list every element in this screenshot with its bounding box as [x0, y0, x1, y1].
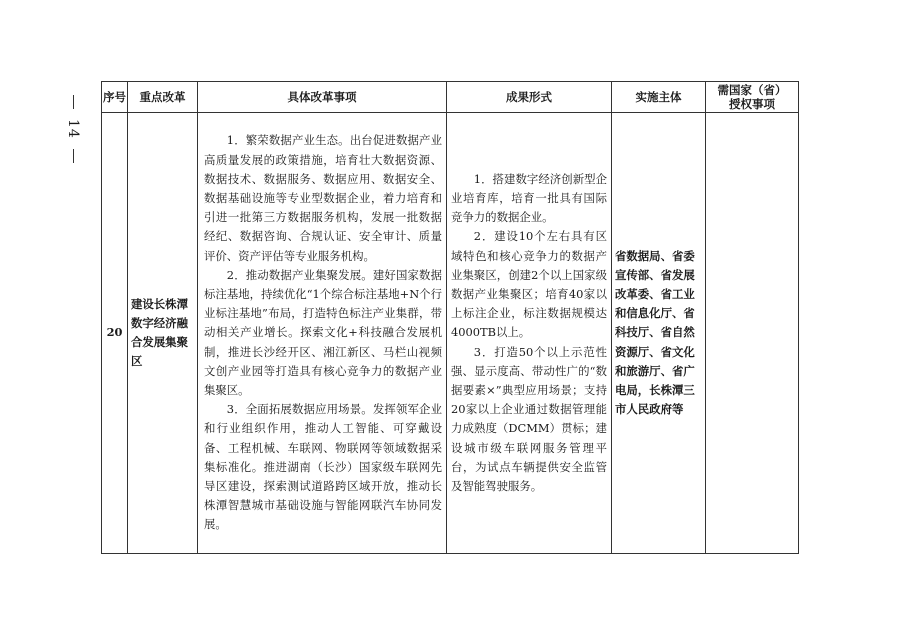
detail-paragraph-3: 3．全面拓展数据应用场景。发挥领军企业和行业组织作用，推动人工智能、可穿戴设备、工程机械、车联网、物联网等领域数据采集标准化。推进湖南（长沙）国家级车联网先导区建设，探索测试道路跨区域开放，推动长株潭智慧城市基础设施与智能网联汽车协同发展。 — [204, 402, 442, 532]
detail-paragraph-1: 1．繁荣数据产业生态。出台促进数据产业高质量发展的政策措施，培育壮大数据资源、数据技术、数据服务、数据应用、数据安全、数据基础设施等专业型数据企业，着力培育和引进一批第三方数据服务机构，发展一批数据经纪、数据咨询、合规认证、安全审计、质量评价、资产评估等专业服务机构。 — [204, 133, 442, 263]
result-paragraph-1: 1．搭建数字经济创新型企业培育库，培育一批具有国际竞争力的数据企业。 — [451, 171, 607, 225]
cell-no: 20 — [102, 113, 128, 554]
header-reform: 重点改革 — [128, 82, 198, 113]
page-number — [58, 95, 88, 205]
page-number-dash-bottom — [73, 149, 74, 163]
detail-paragraph-2: 2．推动数据产业集聚发展。建好国家数据标注基地，持续优化“1个综合标注基地+N个行业标注基地”布局，打造特色标注产业集群，带动相关产业增长。探索文化+科技融合发展机制，推进长沙经开区、湘江新区、马栏山视频文创产业园等打造具有核心竞争力的数据产业集聚区。 — [204, 267, 442, 397]
header-subject: 实施主体 — [612, 82, 706, 113]
cell-subject: 省数据局、省委宣传部、省发展改革委、省工业和信息化厅、省科技厅、省自然资源厅、省文化和旅游厅、省广电局，长株潭三市人民政府等 — [612, 113, 706, 554]
cell-reform: 建设长株潭数字经济融合发展集聚区 — [128, 113, 198, 554]
reform-table — [101, 81, 799, 554]
cell-result — [447, 113, 612, 554]
header-authorization-line2: 授权事项 — [729, 97, 775, 111]
header-authorization — [706, 82, 799, 113]
result-paragraph-2: 2．建设10个左右具有区域特色和核心竞争力的数据产业集聚区，创建2个以上国家级数据产业集聚区；培育40家以上标注企业，标注数据规模达4000TB以上。 — [451, 229, 607, 340]
page-number-dash-top — [73, 95, 74, 109]
cell-authorization — [706, 113, 799, 554]
header-result: 成果形式 — [447, 82, 612, 113]
header-no: 序号 — [102, 82, 128, 113]
header-detail: 具体改革事项 — [198, 82, 447, 113]
table-row — [102, 113, 799, 554]
cell-detail — [198, 113, 447, 554]
header-row — [102, 82, 799, 113]
result-paragraph-3: 3．打造50个以上示范性强、显示度高、带动性广的“数据要素×”典型应用场景；支持20家以上企业通过数据管理能力成熟度（DCMM）贯标；建设城市级车联网服务管理平台，为试点车辆提供安全监管及智能驾驶服务。 — [451, 344, 607, 494]
page-number-text: 14 — [65, 119, 81, 139]
header-authorization-line1: 需国家（省） — [717, 83, 787, 97]
